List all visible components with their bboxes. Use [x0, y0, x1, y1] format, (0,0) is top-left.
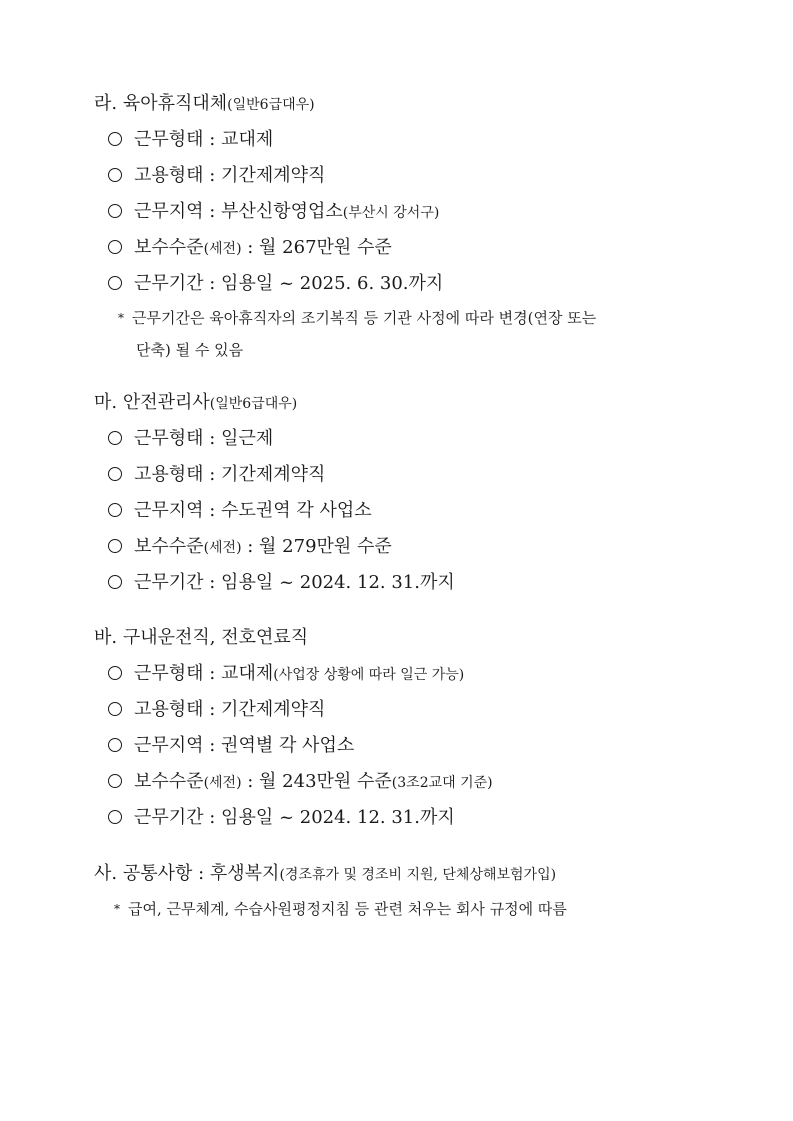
asterisk-mark: *	[114, 902, 120, 916]
list-item	[108, 538, 392, 556]
heading-text: 사. 공통사항 : 후생복지	[94, 863, 280, 884]
item-text: 보수수준	[134, 237, 204, 258]
footnote	[114, 902, 567, 917]
list-item	[108, 502, 372, 520]
list-item	[108, 203, 439, 221]
list-item	[108, 466, 325, 484]
item-text: 근무지역 : 권역별 각 사업소	[134, 735, 355, 756]
list-item	[108, 701, 325, 719]
item-mid-small: (세전)	[203, 540, 242, 556]
section-heading-sa	[94, 865, 556, 883]
list-item	[108, 574, 455, 592]
heading-suffix: (일반6급대우)	[227, 97, 315, 113]
list-item	[108, 665, 464, 683]
list-item	[108, 167, 325, 185]
section-heading-ba	[94, 629, 308, 647]
circle-bullet-icon	[108, 810, 122, 824]
list-item	[108, 275, 443, 293]
item-text: 근무지역 : 수도권역 각 사업소	[134, 500, 372, 521]
list-item	[108, 430, 273, 448]
footnote-continuation	[136, 343, 243, 358]
section-heading-ra	[94, 95, 315, 113]
heading-text: 마. 안전관리사	[94, 392, 210, 413]
circle-bullet-icon	[108, 204, 122, 218]
circle-bullet-icon	[108, 276, 122, 290]
item-rest: : 월 243만원 수준	[241, 771, 392, 792]
item-suffix: (사업장 상황에 따라 일근 가능)	[273, 667, 465, 683]
item-text: 보수수준	[134, 771, 204, 792]
circle-bullet-icon	[108, 539, 122, 553]
list-item	[108, 131, 273, 149]
note-text: 급여, 근무체계, 수습사원평정지침 등 관련 처우는 회사 규정에 따름	[128, 900, 567, 918]
item-text: 고용형태 : 기간제계약직	[134, 699, 326, 720]
item-rest: : 월 267만원 수준	[241, 237, 392, 258]
circle-bullet-icon	[108, 575, 122, 589]
circle-bullet-icon	[108, 738, 122, 752]
note-text: 근무기간은 육아휴직자의 조기복직 등 기관 사정에 따라 변경(연장 또는	[132, 309, 597, 327]
item-text: 근무기간 : 임용일 ~ 2024. 12. 31.까지	[134, 572, 455, 593]
list-item	[108, 239, 392, 257]
circle-bullet-icon	[108, 132, 122, 146]
circle-bullet-icon	[108, 240, 122, 254]
item-mid-small: (세전)	[203, 775, 242, 791]
circle-bullet-icon	[108, 666, 122, 680]
circle-bullet-icon	[108, 702, 122, 716]
item-text: 근무형태 : 일근제	[134, 428, 274, 449]
item-text: 근무형태 : 교대제	[134, 129, 274, 150]
heading-text: 바. 구내운전직, 전호연료직	[94, 627, 309, 648]
section-heading-ma	[94, 394, 297, 412]
heading-text: 라. 육아휴직대체	[94, 93, 228, 114]
item-suffix: (3조2교대 기준)	[391, 775, 493, 791]
circle-bullet-icon	[108, 774, 122, 788]
item-text: 근무형태 : 교대제	[134, 663, 274, 684]
item-text: 근무기간 : 임용일 ~ 2025. 6. 30.까지	[134, 273, 444, 294]
list-item	[108, 809, 455, 827]
circle-bullet-icon	[108, 431, 122, 445]
item-mid-small: (세전)	[203, 241, 242, 257]
footnote	[118, 311, 596, 326]
asterisk-mark: *	[118, 311, 124, 325]
circle-bullet-icon	[108, 168, 122, 182]
item-text: 보수수준	[134, 536, 204, 557]
item-text: 고용형태 : 기간제계약직	[134, 464, 326, 485]
circle-bullet-icon	[108, 467, 122, 481]
item-suffix: (부산시 강서구)	[342, 205, 440, 221]
item-text: 고용형태 : 기간제계약직	[134, 165, 326, 186]
note-text: 단축) 될 수 있음	[136, 341, 244, 359]
list-item	[108, 773, 493, 791]
heading-suffix: (일반6급대우)	[209, 396, 298, 412]
item-text: 근무기간 : 임용일 ~ 2024. 12. 31.까지	[134, 807, 455, 828]
list-item	[108, 737, 354, 755]
item-text: 근무지역 : 부산신항영업소	[134, 201, 343, 222]
item-rest: : 월 279만원 수준	[241, 536, 392, 557]
circle-bullet-icon	[108, 503, 122, 517]
heading-suffix: (경조휴가 및 경조비 지원, 단체상해보험가입)	[279, 867, 557, 883]
